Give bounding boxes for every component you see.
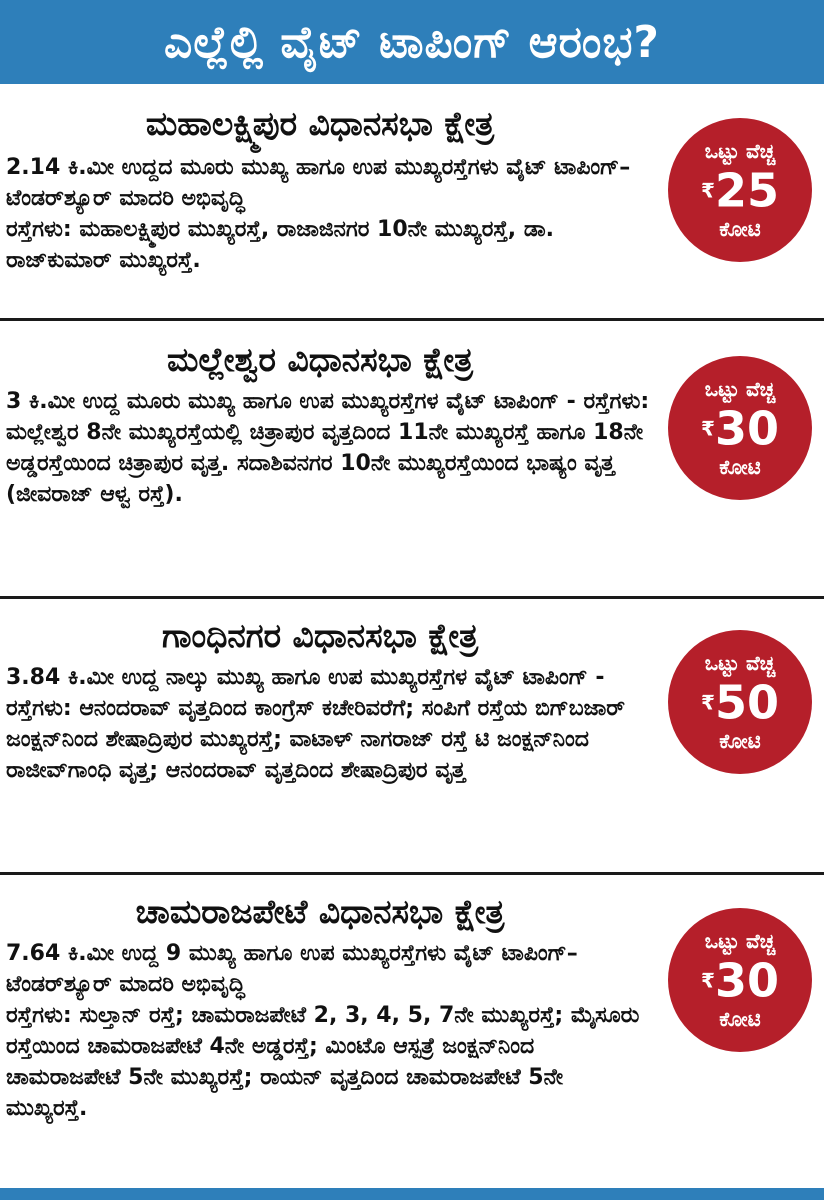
badge-label: ಒಟ್ಟು ವೆಚ್ಚ <box>704 376 776 401</box>
page-title: ಎಲ್ಲೆಲ್ಲಿ ವೈಟ್ ಟಾಪಿಂಗ್ ಆರಂಭ? <box>164 16 660 68</box>
rupee-symbol: ₹ <box>701 690 715 715</box>
section-divider <box>0 318 824 321</box>
badge-unit: ಕೋಟಿ <box>719 1007 761 1032</box>
lead-number: 7.64 <box>6 941 61 966</box>
badge-label: ಒಟ್ಟು ವೆಚ್ಚ <box>704 928 776 953</box>
amount-value: 25 <box>714 163 779 218</box>
section-lead <box>6 152 652 214</box>
lead-text: ಕಿ.ಮೀ ಉದ್ದ ಮೂರು ಮುಖ್ಯ ಹಾಗೂ ಉಪ ಮುಖ್ಯರಸ್ತೆಗಳ ವೈಟ್ ಟಾಪಿಂಗ್ - <box>21 389 584 414</box>
rupee-symbol: ₹ <box>701 968 715 993</box>
roads-text: ಆನಂದರಾವ್ ವೃತ್ತದಿಂದ ಕಾಂಗ್ರೆಸ್ ಕಚೇರಿವರೆಗೆ; ಸಂಪಿಗೆ ರಸ್ತೆಯ ಬಿಗ್‌ಬಜಾರ್ ಜಂಕ್ಷನ್‌ನಿಂದ ಶೇಷಾದ್ರಿಪುರ ಮುಖ್ಯರಸ್ತೆ; ವಾಟಾಳ್ ನಾಗರಾಜ್ ರಸ್ತೆ ಟಿ ಜಂಕ್ಷನ್‌ನಿಂದ ರಾಜೀವ್‌ಗಾಂಧಿ ವೃತ್ತ; ಆನಂದರಾವ್ ವೃತ್ತದಿಂದ ಶೇಷಾದ್ರಿಪುರ ವೃತ್ತ <box>6 696 625 783</box>
amount-value: 30 <box>714 953 779 1008</box>
section-divider <box>0 872 824 875</box>
badge-amount <box>701 402 779 455</box>
footer-bar <box>0 1188 824 1200</box>
amount-value: 30 <box>714 401 779 456</box>
rupee-symbol: ₹ <box>701 178 715 203</box>
badge-amount <box>701 164 779 217</box>
cost-badge-mahalakshmipura <box>668 118 812 262</box>
section-title-mahalakshmipura: ಮಹಾಲಕ್ಷ್ಮಿಪುರ ವಿಧಾನಸಭಾ ಕ್ಷೇತ್ರ <box>145 104 495 143</box>
roads-label: ರಸ್ತೆಗಳು: <box>6 217 72 242</box>
section-lead <box>6 386 652 510</box>
roads-text: ಮಹಾಲಕ್ಷ್ಮಿಪುರ ಮುಖ್ಯರಸ್ತೆ, ರಾಜಾಜಿನಗರ 10ನೇ ಮುಖ್ಯರಸ್ತೆ, ಡಾ. ರಾಜ್‌ಕುಮಾರ್ ಮುಖ್ಯರಸ್ತೆ. <box>6 217 554 273</box>
roads-text: ಮಲ್ಲೇಶ್ವರ 8ನೇ ಮುಖ್ಯರಸ್ತೆಯಲ್ಲಿ ಚಿತ್ರಾಪುರ ವೃತ್ತದಿಂದ 11ನೇ ಮುಖ್ಯರಸ್ತೆ ಹಾಗೂ 18ನೇ ಅಡ್ಡರಸ್ತೆಯಿಂದ ಚಿತ್ರಾಪುರ ವೃತ್ತ. ಸದಾಶಿವನಗರ 10ನೇ ಮುಖ್ಯರಸ್ತೆಯಿಂದ ಭಾಷ್ಯಂ ವೃತ್ತ (ಜೀವರಾಜ್ ಆಳ್ವ ರಸ್ತೆ). <box>6 420 644 507</box>
badge-amount <box>701 954 779 1007</box>
badge-unit: ಕೋಟಿ <box>719 217 761 242</box>
section-body-gandhinagar <box>6 662 652 786</box>
cost-badge-malleshwaram <box>668 356 812 500</box>
lead-number: 3 <box>6 389 22 414</box>
roads-text: ಸುಲ್ತಾನ್ ರಸ್ತೆ; ಚಾಮರಾಜಪೇಟೆ 2, 3, 4, 5, 7ನೇ ಮುಖ್ಯರಸ್ತೆ; ಮೈಸೂರು ರಸ್ತೆಯಿಂದ ಚಾಮರಾಜಪೇಟೆ 4ನೇ ಅಡ್ಡರಸ್ತೆ; ಮಿಂಟೊ ಆಸ್ಪತ್ರೆ ಜಂಕ್ಷನ್‌ನಿಂದ ಚಾಮರಾಜಪೇಟೆ 5ನೇ ಮುಖ್ಯರಸ್ತೆ; ರಾಯನ್ ವೃತ್ತದಿಂದ ಚಾಮರಾಜಪೇಟೆ 5ನೇ ಮುಖ್ಯರಸ್ತೆ. <box>6 1003 640 1121</box>
lead-number: 2.14 <box>6 155 61 180</box>
header-banner <box>0 0 824 84</box>
section-body-malleshwaram <box>6 386 652 510</box>
section-roads <box>6 1000 652 1124</box>
section-roads <box>6 214 652 276</box>
amount-value: 50 <box>714 675 779 730</box>
badge-unit: ಕೋಟಿ <box>719 455 761 480</box>
section-divider <box>0 596 824 599</box>
section-body-mahalakshmipura <box>6 152 652 276</box>
section-lead <box>6 938 652 1000</box>
roads-label: ರಸ್ತೆಗಳು: <box>6 696 72 721</box>
section-title-chamarajpet: ಚಾಮರಾಜಪೇಟೆ ವಿಧಾನಸಭಾ ಕ್ಷೇತ್ರ <box>135 892 505 931</box>
lead-text: ಕಿ.ಮೀ ಉದ್ದ ನಾಲ್ಕು ಮುಖ್ಯ ಹಾಗೂ ಉಪ ಮುಖ್ಯರಸ್ತೆಗಳ ವೈಟ್ ಟಾಪಿಂಗ್ - <box>60 665 605 690</box>
roads-label: ರಸ್ತೆಗಳು: <box>6 1003 72 1028</box>
badge-amount <box>701 676 779 729</box>
cost-badge-chamarajpet <box>668 908 812 1052</box>
lead-text: ಕಿ.ಮೀ ಉದ್ದ 9 ಮುಖ್ಯ ಹಾಗೂ ಉಪ ಮುಖ್ಯರಸ್ತೆಗಳು ವೈಟ್ ಟಾಪಿಂಗ್– ಟೆಂಡರ್‌ಶ್ಯೂರ್ ಮಾದರಿ ಅಭಿವೃದ್ಧಿ <box>6 941 578 997</box>
section-title-gandhinagar: ಗಾಂಧಿನಗರ ವಿಧಾನಸಭಾ ಕ್ಷೇತ್ರ <box>161 616 479 655</box>
lead-number: 3.84 <box>6 665 61 690</box>
rupee-symbol: ₹ <box>701 416 715 441</box>
roads-label: ರಸ್ತೆಗಳು: <box>583 389 650 414</box>
section-title-malleshwaram: ಮಲ್ಲೇಶ್ವರ ವಿಧಾನಸಭಾ ಕ್ಷೇತ್ರ <box>167 340 473 379</box>
section-lead <box>6 662 652 786</box>
cost-badge-gandhinagar <box>668 630 812 774</box>
badge-label: ಒಟ್ಟು ವೆಚ್ಚ <box>704 650 776 675</box>
badge-label: ಒಟ್ಟು ವೆಚ್ಚ <box>704 138 776 163</box>
section-body-chamarajpet <box>6 938 652 1124</box>
lead-text: ಕಿ.ಮೀ ಉದ್ದದ ಮೂರು ಮುಖ್ಯ ಹಾಗೂ ಉಪ ಮುಖ್ಯರಸ್ತೆಗಳು ವೈಟ್ ಟಾಪಿಂಗ್– ಟೆಂಡರ್‌ಶ್ಯೂರ್ ಮಾದರಿ ಅಭಿವೃದ್ಧಿ <box>6 155 631 211</box>
badge-unit: ಕೋಟಿ <box>719 729 761 754</box>
